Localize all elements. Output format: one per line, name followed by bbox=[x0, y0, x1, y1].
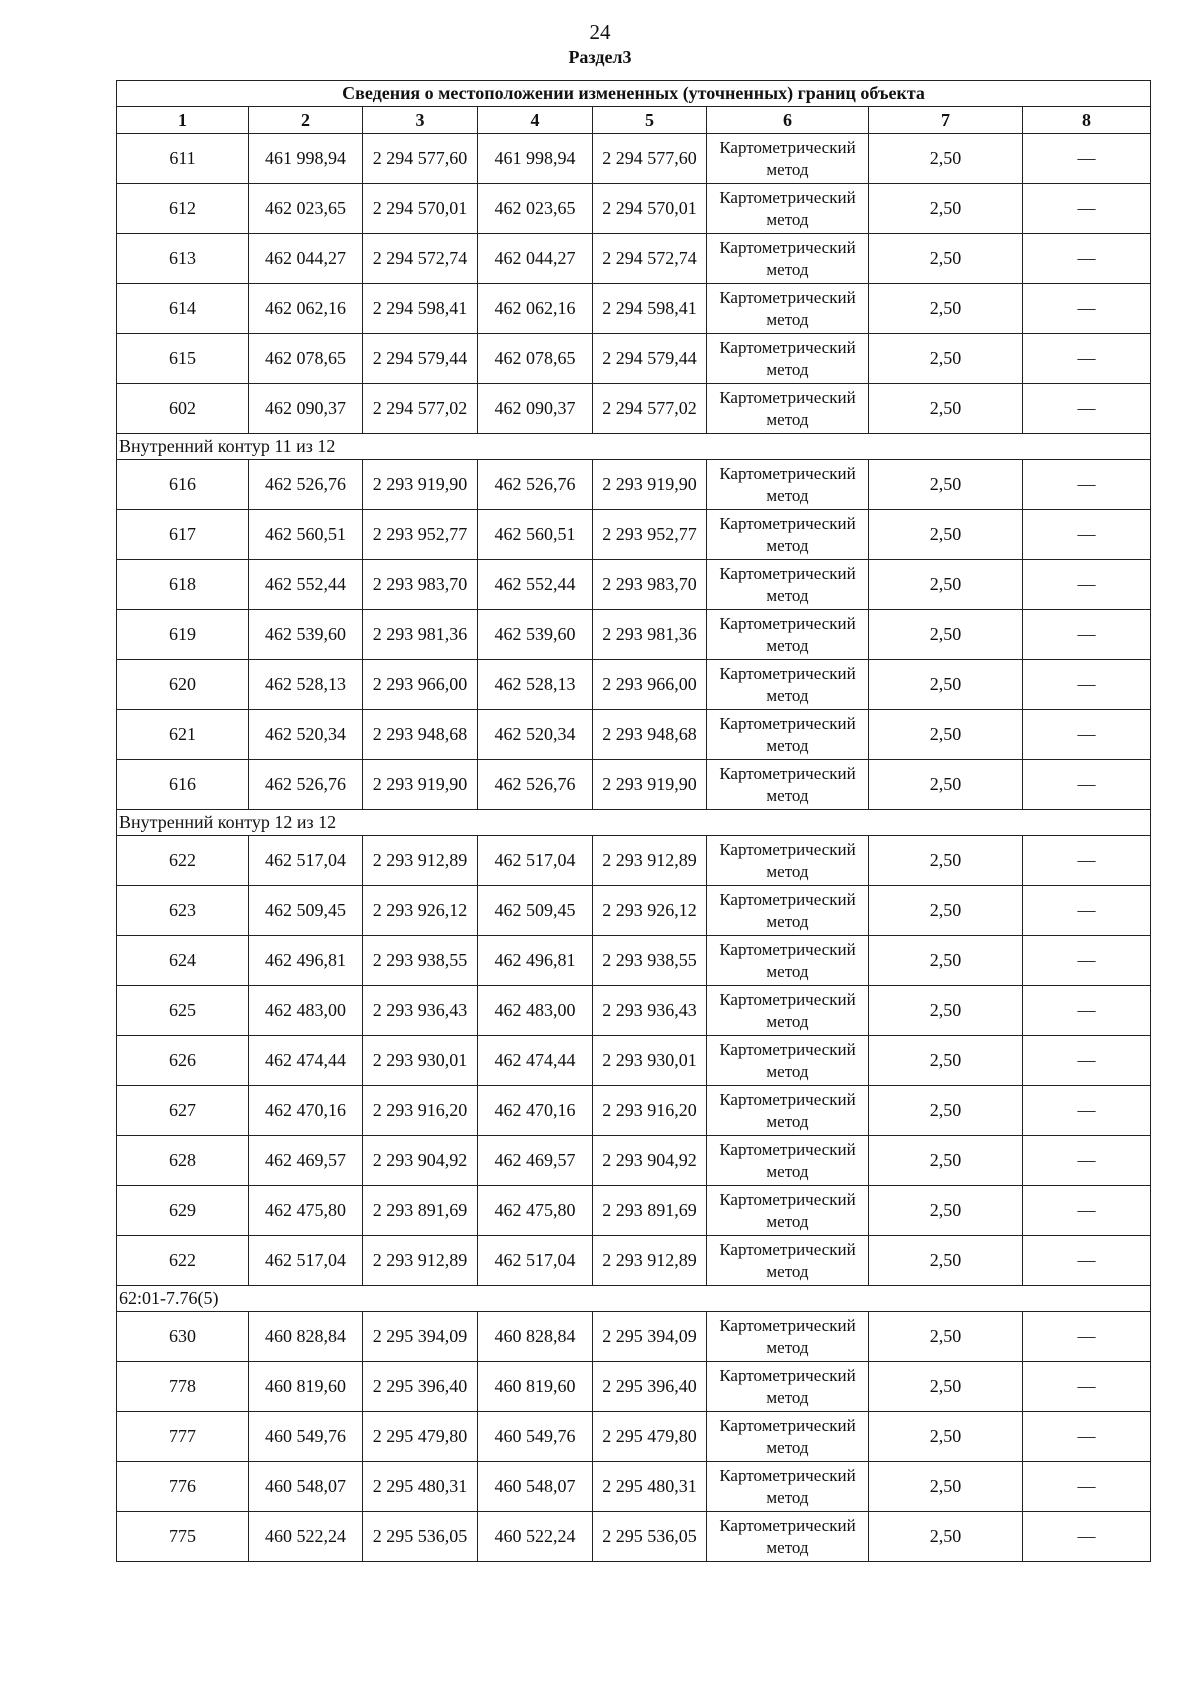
cell-point-number: 630 bbox=[117, 1312, 249, 1362]
cell-y-old: 2 293 912,89 bbox=[363, 1236, 478, 1286]
cell-y-new: 2 295 396,40 bbox=[593, 1362, 707, 1412]
page-number: 24 bbox=[589, 20, 611, 44]
cell-point-number: 621 bbox=[117, 710, 249, 760]
cell-y-new: 2 293 919,90 bbox=[593, 460, 707, 510]
cell-x-new: 460 819,60 bbox=[478, 1362, 593, 1412]
cell-y-new: 2 293 936,43 bbox=[593, 986, 707, 1036]
table-row bbox=[117, 334, 1151, 384]
cell-x-old: 462 517,04 bbox=[249, 836, 363, 886]
contour-group-row bbox=[117, 1286, 1151, 1312]
cell-accuracy: 2,50 bbox=[869, 460, 1023, 510]
cell-note: — bbox=[1023, 234, 1151, 284]
table-row bbox=[117, 610, 1151, 660]
cell-accuracy: 2,50 bbox=[869, 284, 1023, 334]
cell-y-new: 2 293 912,89 bbox=[593, 1236, 707, 1286]
cell-y-old: 2 295 536,05 bbox=[363, 1512, 478, 1562]
table-row bbox=[117, 1312, 1151, 1362]
cell-point-number: 628 bbox=[117, 1136, 249, 1186]
cell-point-number: 616 bbox=[117, 460, 249, 510]
table-row bbox=[117, 1412, 1151, 1462]
cell-accuracy: 2,50 bbox=[869, 936, 1023, 986]
cell-y-old: 2 295 479,80 bbox=[363, 1412, 478, 1462]
cell-method: Картометрический метод bbox=[707, 134, 869, 184]
cell-x-new: 462 517,04 bbox=[478, 836, 593, 886]
table-row bbox=[117, 134, 1151, 184]
cell-method: Картометрический метод bbox=[707, 836, 869, 886]
cell-note: — bbox=[1023, 460, 1151, 510]
cell-accuracy: 2,50 bbox=[869, 1086, 1023, 1136]
cell-accuracy: 2,50 bbox=[869, 1512, 1023, 1562]
cell-x-old: 462 475,80 bbox=[249, 1186, 363, 1236]
cell-method: Картометрический метод bbox=[707, 1412, 869, 1462]
table-row bbox=[117, 1186, 1151, 1236]
cell-x-old: 460 548,07 bbox=[249, 1462, 363, 1512]
contour-group-row bbox=[117, 810, 1151, 836]
cell-x-new: 462 528,13 bbox=[478, 660, 593, 710]
cell-y-old: 2 293 930,01 bbox=[363, 1036, 478, 1086]
cell-point-number: 620 bbox=[117, 660, 249, 710]
table-row bbox=[117, 886, 1151, 936]
cell-y-old: 2 294 572,74 bbox=[363, 234, 478, 284]
cell-note: — bbox=[1023, 560, 1151, 610]
cell-note: — bbox=[1023, 384, 1151, 434]
cell-point-number: 626 bbox=[117, 1036, 249, 1086]
cell-x-new: 460 828,84 bbox=[478, 1312, 593, 1362]
cell-point-number: 613 bbox=[117, 234, 249, 284]
cell-method: Картометрический метод bbox=[707, 1462, 869, 1512]
cell-method: Картометрический метод bbox=[707, 1236, 869, 1286]
cell-y-old: 2 293 904,92 bbox=[363, 1136, 478, 1186]
table-row bbox=[117, 384, 1151, 434]
cell-accuracy: 2,50 bbox=[869, 1036, 1023, 1086]
cell-x-old: 462 520,34 bbox=[249, 710, 363, 760]
cell-x-old: 461 998,94 bbox=[249, 134, 363, 184]
table-row bbox=[117, 1512, 1151, 1562]
column-number-4: 4 bbox=[478, 107, 593, 134]
cell-point-number: 618 bbox=[117, 560, 249, 610]
cell-y-new: 2 293 930,01 bbox=[593, 1036, 707, 1086]
table-row bbox=[117, 1036, 1151, 1086]
table-row bbox=[117, 560, 1151, 610]
cell-method: Картометрический метод bbox=[707, 936, 869, 986]
contour-group-label: 62:01-7.76(5) bbox=[117, 1286, 1151, 1312]
table-row bbox=[117, 234, 1151, 284]
cell-y-new: 2 293 912,89 bbox=[593, 836, 707, 886]
cell-x-new: 462 078,65 bbox=[478, 334, 593, 384]
cell-method: Картометрический метод bbox=[707, 1036, 869, 1086]
cell-method: Картометрический метод bbox=[707, 710, 869, 760]
cell-x-old: 462 509,45 bbox=[249, 886, 363, 936]
cell-note: — bbox=[1023, 1236, 1151, 1286]
cell-y-old: 2 293 966,00 bbox=[363, 660, 478, 710]
cell-y-new: 2 293 891,69 bbox=[593, 1186, 707, 1236]
cell-x-old: 462 496,81 bbox=[249, 936, 363, 986]
cell-x-new: 462 539,60 bbox=[478, 610, 593, 660]
cell-note: — bbox=[1023, 886, 1151, 936]
cell-point-number: 612 bbox=[117, 184, 249, 234]
cell-accuracy: 2,50 bbox=[869, 334, 1023, 384]
cell-method: Картометрический метод bbox=[707, 1362, 869, 1412]
cell-method: Картометрический метод bbox=[707, 284, 869, 334]
cell-x-old: 462 078,65 bbox=[249, 334, 363, 384]
table-row bbox=[117, 284, 1151, 334]
cell-y-old: 2 294 579,44 bbox=[363, 334, 478, 384]
boundary-table bbox=[116, 80, 1151, 1562]
cell-y-new: 2 295 479,80 bbox=[593, 1412, 707, 1462]
cell-accuracy: 2,50 bbox=[869, 234, 1023, 284]
cell-accuracy: 2,50 bbox=[869, 134, 1023, 184]
cell-note: — bbox=[1023, 1312, 1151, 1362]
cell-method: Картометрический метод bbox=[707, 234, 869, 284]
contour-group-label: Внутренний контур 11 из 12 bbox=[117, 434, 1151, 460]
column-number-5: 5 bbox=[593, 107, 707, 134]
column-number-6: 6 bbox=[707, 107, 869, 134]
cell-x-old: 462 023,65 bbox=[249, 184, 363, 234]
column-number-8: 8 bbox=[1023, 107, 1151, 134]
cell-x-old: 462 044,27 bbox=[249, 234, 363, 284]
cell-y-old: 2 293 983,70 bbox=[363, 560, 478, 610]
cell-point-number: 623 bbox=[117, 886, 249, 936]
cell-note: — bbox=[1023, 284, 1151, 334]
cell-y-old: 2 294 577,60 bbox=[363, 134, 478, 184]
cell-x-new: 462 526,76 bbox=[478, 460, 593, 510]
cell-method: Картометрический метод bbox=[707, 510, 869, 560]
cell-point-number: 776 bbox=[117, 1462, 249, 1512]
cell-y-new: 2 294 577,02 bbox=[593, 384, 707, 434]
cell-method: Картометрический метод bbox=[707, 660, 869, 710]
cell-accuracy: 2,50 bbox=[869, 1236, 1023, 1286]
cell-y-new: 2 293 983,70 bbox=[593, 560, 707, 610]
cell-x-old: 462 539,60 bbox=[249, 610, 363, 660]
cell-x-old: 460 819,60 bbox=[249, 1362, 363, 1412]
cell-method: Картометрический метод bbox=[707, 334, 869, 384]
cell-x-old: 462 552,44 bbox=[249, 560, 363, 610]
cell-note: — bbox=[1023, 610, 1151, 660]
contour-group-row bbox=[117, 434, 1151, 460]
cell-accuracy: 2,50 bbox=[869, 1412, 1023, 1462]
cell-y-old: 2 293 948,68 bbox=[363, 710, 478, 760]
table-row bbox=[117, 1236, 1151, 1286]
cell-note: — bbox=[1023, 1186, 1151, 1236]
table-body bbox=[117, 134, 1151, 1562]
cell-y-old: 2 293 952,77 bbox=[363, 510, 478, 560]
cell-note: — bbox=[1023, 1136, 1151, 1186]
table-row bbox=[117, 1362, 1151, 1412]
cell-point-number: 627 bbox=[117, 1086, 249, 1136]
cell-x-new: 462 483,00 bbox=[478, 986, 593, 1036]
cell-method: Картометрический метод bbox=[707, 1186, 869, 1236]
cell-accuracy: 2,50 bbox=[869, 510, 1023, 560]
cell-x-new: 462 470,16 bbox=[478, 1086, 593, 1136]
cell-x-old: 462 062,16 bbox=[249, 284, 363, 334]
cell-y-old: 2 293 919,90 bbox=[363, 460, 478, 510]
cell-y-new: 2 293 948,68 bbox=[593, 710, 707, 760]
cell-point-number: 624 bbox=[117, 936, 249, 986]
cell-method: Картометрический метод bbox=[707, 610, 869, 660]
cell-point-number: 615 bbox=[117, 334, 249, 384]
table-caption: Сведения о местоположении измененных (уточненных) границ объекта bbox=[117, 81, 1151, 107]
cell-method: Картометрический метод bbox=[707, 1136, 869, 1186]
cell-x-old: 462 474,44 bbox=[249, 1036, 363, 1086]
cell-x-new: 462 526,76 bbox=[478, 760, 593, 810]
cell-x-old: 462 090,37 bbox=[249, 384, 363, 434]
column-number-7: 7 bbox=[869, 107, 1023, 134]
cell-method: Картометрический метод bbox=[707, 986, 869, 1036]
cell-y-new: 2 295 394,09 bbox=[593, 1312, 707, 1362]
cell-y-old: 2 293 936,43 bbox=[363, 986, 478, 1036]
cell-point-number: 622 bbox=[117, 836, 249, 886]
cell-y-new: 2 295 480,31 bbox=[593, 1462, 707, 1512]
cell-y-old: 2 293 981,36 bbox=[363, 610, 478, 660]
cell-y-old: 2 293 919,90 bbox=[363, 760, 478, 810]
table-row bbox=[117, 510, 1151, 560]
cell-x-old: 460 828,84 bbox=[249, 1312, 363, 1362]
cell-method: Картометрический метод bbox=[707, 1512, 869, 1562]
table-row bbox=[117, 986, 1151, 1036]
cell-note: — bbox=[1023, 1086, 1151, 1136]
cell-accuracy: 2,50 bbox=[869, 560, 1023, 610]
column-number-row bbox=[117, 107, 1151, 134]
cell-method: Картометрический метод bbox=[707, 886, 869, 936]
cell-note: — bbox=[1023, 184, 1151, 234]
cell-x-new: 460 548,07 bbox=[478, 1462, 593, 1512]
cell-y-old: 2 293 891,69 bbox=[363, 1186, 478, 1236]
cell-method: Картометрический метод bbox=[707, 760, 869, 810]
cell-x-old: 460 549,76 bbox=[249, 1412, 363, 1462]
cell-x-new: 462 023,65 bbox=[478, 184, 593, 234]
cell-y-new: 2 294 577,60 bbox=[593, 134, 707, 184]
cell-x-new: 462 517,04 bbox=[478, 1236, 593, 1286]
cell-y-new: 2 293 981,36 bbox=[593, 610, 707, 660]
cell-y-old: 2 293 916,20 bbox=[363, 1086, 478, 1136]
cell-y-old: 2 295 394,09 bbox=[363, 1312, 478, 1362]
cell-x-old: 462 528,13 bbox=[249, 660, 363, 710]
cell-point-number: 625 bbox=[117, 986, 249, 1036]
cell-y-new: 2 293 966,00 bbox=[593, 660, 707, 710]
cell-point-number: 602 bbox=[117, 384, 249, 434]
cell-note: — bbox=[1023, 1036, 1151, 1086]
table-row bbox=[117, 660, 1151, 710]
table-row bbox=[117, 710, 1151, 760]
table-row bbox=[117, 1136, 1151, 1186]
cell-method: Картометрический метод bbox=[707, 560, 869, 610]
cell-y-old: 2 295 480,31 bbox=[363, 1462, 478, 1512]
cell-x-new: 462 509,45 bbox=[478, 886, 593, 936]
cell-y-new: 2 293 904,92 bbox=[593, 1136, 707, 1186]
cell-x-new: 462 090,37 bbox=[478, 384, 593, 434]
cell-point-number: 629 bbox=[117, 1186, 249, 1236]
cell-note: — bbox=[1023, 936, 1151, 986]
cell-accuracy: 2,50 bbox=[869, 1186, 1023, 1236]
cell-x-old: 460 522,24 bbox=[249, 1512, 363, 1562]
column-number-1: 1 bbox=[117, 107, 249, 134]
cell-accuracy: 2,50 bbox=[869, 710, 1023, 760]
cell-accuracy: 2,50 bbox=[869, 184, 1023, 234]
cell-x-old: 462 483,00 bbox=[249, 986, 363, 1036]
cell-accuracy: 2,50 bbox=[869, 886, 1023, 936]
cell-note: — bbox=[1023, 134, 1151, 184]
cell-accuracy: 2,50 bbox=[869, 836, 1023, 886]
cell-note: — bbox=[1023, 986, 1151, 1036]
cell-y-old: 2 294 570,01 bbox=[363, 184, 478, 234]
cell-x-new: 460 549,76 bbox=[478, 1412, 593, 1462]
cell-point-number: 777 bbox=[117, 1412, 249, 1462]
cell-y-new: 2 293 926,12 bbox=[593, 886, 707, 936]
cell-point-number: 622 bbox=[117, 1236, 249, 1286]
cell-y-new: 2 293 916,20 bbox=[593, 1086, 707, 1136]
table-row bbox=[117, 1086, 1151, 1136]
cell-y-old: 2 293 938,55 bbox=[363, 936, 478, 986]
cell-x-new: 462 044,27 bbox=[478, 234, 593, 284]
cell-point-number: 619 bbox=[117, 610, 249, 660]
cell-y-new: 2 294 579,44 bbox=[593, 334, 707, 384]
cell-y-old: 2 294 577,02 bbox=[363, 384, 478, 434]
cell-x-new: 462 520,34 bbox=[478, 710, 593, 760]
cell-method: Картометрический метод bbox=[707, 184, 869, 234]
cell-note: — bbox=[1023, 710, 1151, 760]
cell-y-old: 2 293 926,12 bbox=[363, 886, 478, 936]
table-row bbox=[117, 760, 1151, 810]
cell-method: Картометрический метод bbox=[707, 1312, 869, 1362]
cell-x-old: 462 469,57 bbox=[249, 1136, 363, 1186]
cell-point-number: 616 bbox=[117, 760, 249, 810]
cell-point-number: 778 bbox=[117, 1362, 249, 1412]
cell-note: — bbox=[1023, 1512, 1151, 1562]
cell-x-new: 462 475,80 bbox=[478, 1186, 593, 1236]
cell-accuracy: 2,50 bbox=[869, 384, 1023, 434]
cell-note: — bbox=[1023, 1362, 1151, 1412]
cell-x-old: 462 526,76 bbox=[249, 460, 363, 510]
cell-note: — bbox=[1023, 836, 1151, 886]
table-row bbox=[117, 184, 1151, 234]
cell-y-old: 2 295 396,40 bbox=[363, 1362, 478, 1412]
cell-y-new: 2 294 570,01 bbox=[593, 184, 707, 234]
cell-accuracy: 2,50 bbox=[869, 1136, 1023, 1186]
column-number-2: 2 bbox=[249, 107, 363, 134]
section-title: Раздел3 bbox=[568, 47, 632, 67]
cell-y-new: 2 293 952,77 bbox=[593, 510, 707, 560]
cell-accuracy: 2,50 bbox=[869, 1462, 1023, 1512]
contour-group-label: Внутренний контур 12 из 12 bbox=[117, 810, 1151, 836]
cell-accuracy: 2,50 bbox=[869, 1362, 1023, 1412]
cell-x-new: 462 552,44 bbox=[478, 560, 593, 610]
cell-y-new: 2 294 598,41 bbox=[593, 284, 707, 334]
cell-x-new: 462 474,44 bbox=[478, 1036, 593, 1086]
cell-accuracy: 2,50 bbox=[869, 610, 1023, 660]
cell-x-new: 462 469,57 bbox=[478, 1136, 593, 1186]
table-row bbox=[117, 936, 1151, 986]
cell-point-number: 617 bbox=[117, 510, 249, 560]
cell-y-new: 2 293 938,55 bbox=[593, 936, 707, 986]
cell-note: — bbox=[1023, 1462, 1151, 1512]
cell-x-new: 460 522,24 bbox=[478, 1512, 593, 1562]
cell-x-old: 462 526,76 bbox=[249, 760, 363, 810]
cell-y-old: 2 293 912,89 bbox=[363, 836, 478, 886]
table-row bbox=[117, 836, 1151, 886]
cell-note: — bbox=[1023, 1412, 1151, 1462]
cell-y-new: 2 294 572,74 bbox=[593, 234, 707, 284]
column-number-3: 3 bbox=[363, 107, 478, 134]
cell-x-new: 461 998,94 bbox=[478, 134, 593, 184]
cell-x-old: 462 560,51 bbox=[249, 510, 363, 560]
cell-note: — bbox=[1023, 510, 1151, 560]
cell-accuracy: 2,50 bbox=[869, 986, 1023, 1036]
cell-x-new: 462 062,16 bbox=[478, 284, 593, 334]
cell-x-old: 462 470,16 bbox=[249, 1086, 363, 1136]
cell-note: — bbox=[1023, 760, 1151, 810]
cell-method: Картометрический метод bbox=[707, 1086, 869, 1136]
cell-point-number: 775 bbox=[117, 1512, 249, 1562]
cell-accuracy: 2,50 bbox=[869, 1312, 1023, 1362]
cell-accuracy: 2,50 bbox=[869, 660, 1023, 710]
cell-method: Картометрический метод bbox=[707, 460, 869, 510]
cell-x-new: 462 560,51 bbox=[478, 510, 593, 560]
cell-note: — bbox=[1023, 660, 1151, 710]
cell-point-number: 611 bbox=[117, 134, 249, 184]
cell-y-old: 2 294 598,41 bbox=[363, 284, 478, 334]
cell-method: Картометрический метод bbox=[707, 384, 869, 434]
cell-accuracy: 2,50 bbox=[869, 760, 1023, 810]
table-row bbox=[117, 460, 1151, 510]
cell-y-new: 2 293 919,90 bbox=[593, 760, 707, 810]
table-row bbox=[117, 1462, 1151, 1512]
cell-point-number: 614 bbox=[117, 284, 249, 334]
cell-x-old: 462 517,04 bbox=[249, 1236, 363, 1286]
cell-note: — bbox=[1023, 334, 1151, 384]
cell-x-new: 462 496,81 bbox=[478, 936, 593, 986]
cell-y-new: 2 295 536,05 bbox=[593, 1512, 707, 1562]
